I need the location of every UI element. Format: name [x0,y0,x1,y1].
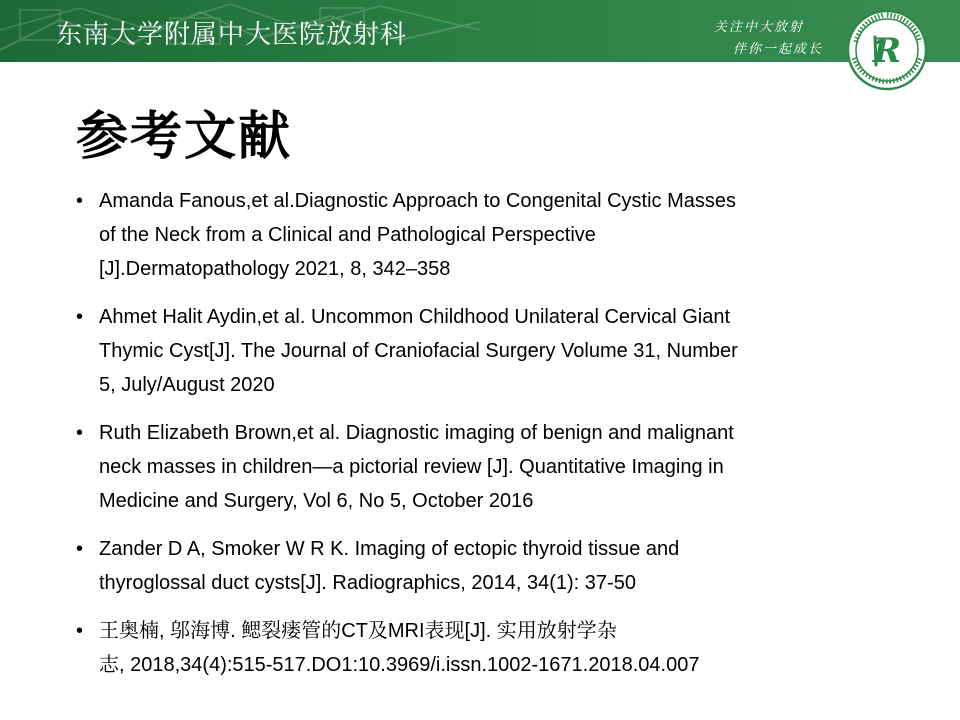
reference-item [76,416,886,518]
hospital-logo [846,9,928,91]
bullet-icon: • [76,190,84,212]
reference-list [76,184,886,682]
header-title: 东南大学附属中大医院放射科 [56,20,408,50]
reference-text: Ahmet Halit Aydin,et al. Uncommon Childhood Unilateral Cervical Giant Thymic Cyst[J]. The Journal of Craniofacial Surgery Volume 31, Number 5, July/August 2020 [99,306,738,396]
reference-text: 王奥楠, 邬海博. 鳃裂瘘管的CT及MRI表现[J]. 实用放射学杂 志, 2018,34(4):515-517.DO1:10.3969/i.issn.1002-1671.2018.04.007 [99,620,700,676]
page-title: 参考文献 [76,107,293,167]
reference-text: Amanda Fanous,et al.Diagnostic Approach to Congenital Cystic Masses of the Neck from a Clinical and Pathological Perspective [J].Dermatopathology 2021, 8, 342–358 [99,190,737,280]
bullet-icon: • [76,422,84,444]
reference-text: Zander D A, Smoker W R K. Imaging of ectopic thyroid tissue and thyroglossal duct cysts[J]. Radiographics, 2014, 34(1): 37-50 [99,538,680,594]
reference-item [76,184,886,286]
slogan-line-1: 关注中大放射 [714,20,805,35]
slogan-line-2: 伴你一起成长 [733,42,824,57]
reference-item [76,300,886,402]
reference-item [76,614,886,682]
bullet-icon: • [76,538,84,560]
reference-text: Ruth Elizabeth Brown,et al. Diagnostic imaging of benign and malignant neck masses in children—a pictorial review [J]. Quantitative Imaging in Medicine and Surgery, Vol 6, No 5, October 2016 [99,422,734,512]
logo-letter: R [872,31,902,71]
bullet-icon: • [76,306,84,328]
reference-item [76,532,886,600]
header-band [0,0,960,62]
bullet-icon: • [76,620,84,642]
